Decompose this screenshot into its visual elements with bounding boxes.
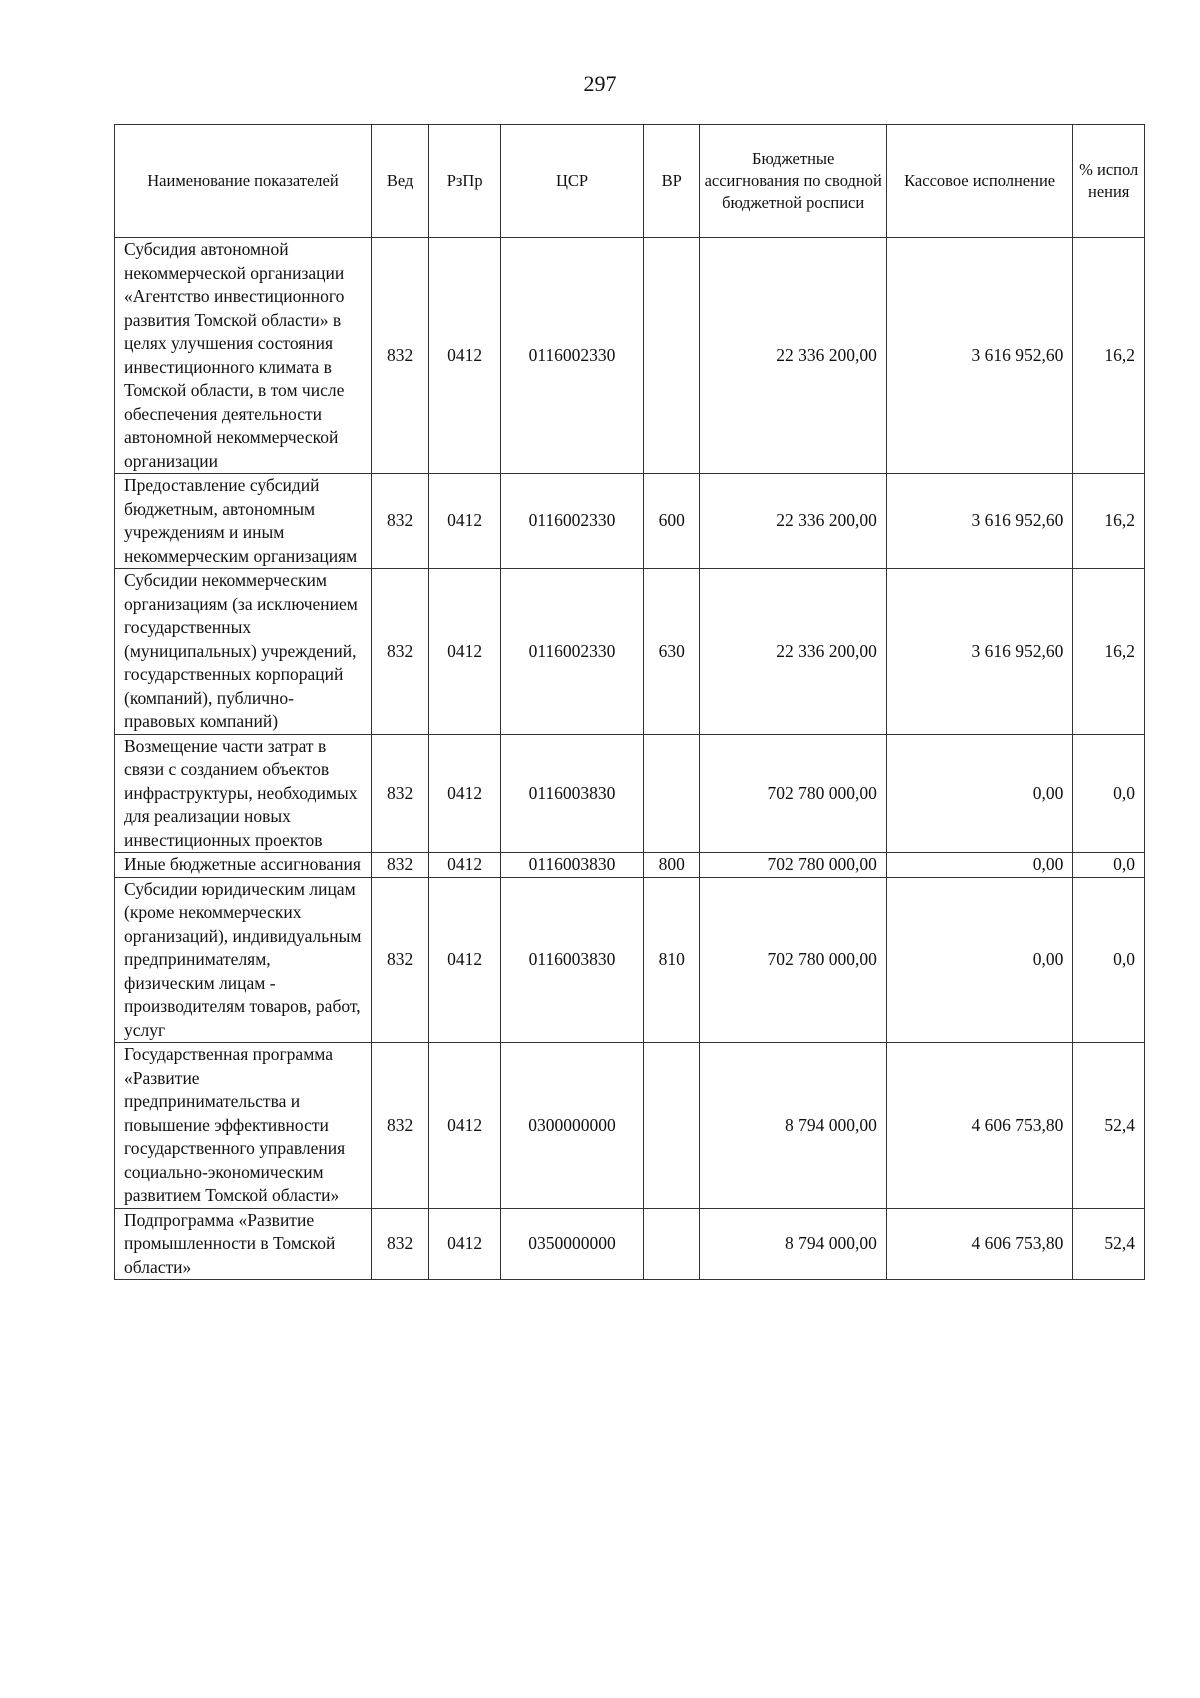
cell-budget: 702 780 000,00 [700,877,886,1043]
cell-vr [644,1043,700,1209]
header-name: Наименование показателей [115,125,372,238]
cell-vr: 630 [644,569,700,735]
cell-name: Субсидии некоммерческим организациям (за исключением государственных (муниципальных) учреждений, государственных корпораций (компаний), публично-правовых компаний) [115,569,372,735]
cell-csr: 0116002330 [500,569,643,735]
header-csr: ЦСР [500,125,643,238]
cell-budget: 8 794 000,00 [700,1208,886,1280]
cell-budget: 702 780 000,00 [700,853,886,878]
cell-rzpr: 0412 [429,853,501,878]
header-budget: Бюджетные ассигнования по сводной бюджетной росписи [700,125,886,238]
cell-vr: 800 [644,853,700,878]
cell-name: Субсидии юридическим лицам (кроме некоммерческих организаций), индивидуальным предпринимателям, физическим лицам - производителям товаров, работ, услуг [115,877,372,1043]
cell-percent: 0,0 [1073,853,1145,878]
cell-rzpr: 0412 [429,1043,501,1209]
cell-percent: 16,2 [1073,474,1145,569]
table-header-row [115,125,1145,238]
cell-rzpr: 0412 [429,734,501,853]
cell-cash: 4 606 753,80 [886,1208,1072,1280]
cell-cash: 0,00 [886,853,1072,878]
cell-ved: 832 [371,1208,428,1280]
cell-name: Предоставление субсидий бюджетным, автономным учреждениям и иным некоммерческим организациям [115,474,372,569]
table-row [115,853,1145,878]
cell-percent: 16,2 [1073,238,1145,474]
cell-rzpr: 0412 [429,238,501,474]
cell-ved: 832 [371,474,428,569]
table-row [115,238,1145,474]
cell-name: Государственная программа «Развитие предпринимательства и повышение эффективности государственного управления социально-экономическим развитием Томской области» [115,1043,372,1209]
header-rzpr: РзПр [429,125,501,238]
cell-name: Возмещение части затрат в связи с созданием объектов инфраструктуры, необходимых для реализации новых инвестиционных проектов [115,734,372,853]
cell-cash: 3 616 952,60 [886,474,1072,569]
cell-csr: 0116002330 [500,474,643,569]
header-percent: % испол нения [1073,125,1145,238]
cell-rzpr: 0412 [429,474,501,569]
cell-rzpr: 0412 [429,1208,501,1280]
header-vr: ВР [644,125,700,238]
cell-name: Подпрограмма «Развитие промышленности в Томской области» [115,1208,372,1280]
cell-vr [644,734,700,853]
cell-percent: 52,4 [1073,1208,1145,1280]
table-row [115,474,1145,569]
cell-ved: 832 [371,734,428,853]
cell-ved: 832 [371,1043,428,1209]
cell-cash: 3 616 952,60 [886,238,1072,474]
cell-vr: 600 [644,474,700,569]
cell-percent: 0,0 [1073,877,1145,1043]
cell-csr: 0116003830 [500,734,643,853]
cell-vr: 810 [644,877,700,1043]
cell-cash: 3 616 952,60 [886,569,1072,735]
cell-budget: 22 336 200,00 [700,238,886,474]
table-row [115,877,1145,1043]
table-row [115,734,1145,853]
cell-percent: 52,4 [1073,1043,1145,1209]
cell-vr [644,238,700,474]
page-number: 297 [583,71,617,96]
cell-percent: 0,0 [1073,734,1145,853]
cell-rzpr: 0412 [429,569,501,735]
cell-csr: 0116003830 [500,877,643,1043]
cell-budget: 702 780 000,00 [700,734,886,853]
cell-ved: 832 [371,853,428,878]
cell-csr: 0116003830 [500,853,643,878]
cell-cash: 0,00 [886,734,1072,853]
cell-budget: 22 336 200,00 [700,569,886,735]
table-row [115,1043,1145,1209]
cell-budget: 8 794 000,00 [700,1043,886,1209]
cell-name: Иные бюджетные ассигнования [115,853,372,878]
budget-execution-table [114,124,1145,1280]
cell-csr: 0300000000 [500,1043,643,1209]
cell-rzpr: 0412 [429,877,501,1043]
cell-percent: 16,2 [1073,569,1145,735]
cell-vr [644,1208,700,1280]
cell-ved: 832 [371,238,428,474]
cell-ved: 832 [371,877,428,1043]
cell-budget: 22 336 200,00 [700,474,886,569]
cell-ved: 832 [371,569,428,735]
cell-csr: 0116002330 [500,238,643,474]
table-row [115,569,1145,735]
cell-name: Субсидия автономной некоммерческой организации «Агентство инвестиционного развития Томской области» в целях улучшения состояния инвестиционного климата в Томской области, в том числе обеспечения деятельности автономной некоммерческой организации [115,238,372,474]
table-row [115,1208,1145,1280]
header-ved: Вед [371,125,428,238]
cell-cash: 4 606 753,80 [886,1043,1072,1209]
cell-csr: 0350000000 [500,1208,643,1280]
cell-cash: 0,00 [886,877,1072,1043]
header-cash: Кассовое исполнение [886,125,1072,238]
